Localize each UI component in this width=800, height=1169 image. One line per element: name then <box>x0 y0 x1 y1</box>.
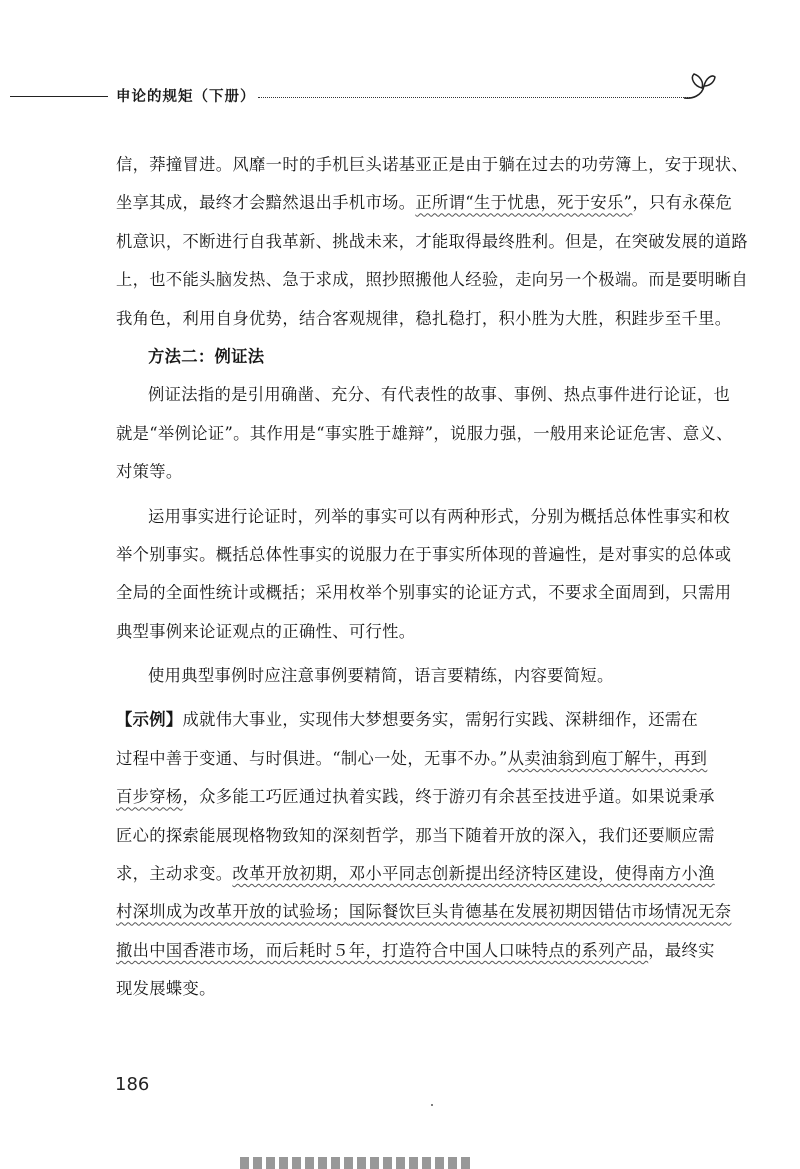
method-heading: 方法二：例证法 <box>148 346 265 366</box>
leaf-sprout-icon <box>682 72 716 100</box>
text-line: 机意识，不断进行自我革新、挑战未来，才能取得最终胜利。但是，在突破发展的道路 <box>116 231 748 251</box>
page-body <box>116 146 748 1009</box>
scan-smudge <box>240 1157 470 1169</box>
text-line: 使用典型事例时应注意事例要精简，语言要精练，内容要简短。 <box>148 666 614 686</box>
text-line: 求，主动求变。改革开放初期，邓小平同志创新提出经济特区建设，使得南方小渔 <box>116 864 715 884</box>
book-title: 申论的规矩（下册） <box>116 89 256 105</box>
text-line: 我角色，利用自身优势，结合客观规律，稳扎稳打，积小胜为大胜，积跬步至千里。 <box>116 308 732 328</box>
page-number: 186 <box>115 1074 150 1095</box>
text-line: 上，也不能头脑发热、急于求成，照抄照搬他人经验，走向另一个极端。而是要明晰自 <box>116 270 748 290</box>
text-line: 典型事例来论证观点的正确性、可行性。 <box>116 621 416 641</box>
example-tag: 【示例】 <box>116 710 183 730</box>
text-line: 过程中善于变通、与时俱进。“制心一处，无事不办。”从卖油翁到庖丁解牛，再到 <box>116 748 708 768</box>
header-rule-left <box>10 96 108 97</box>
text-line: 全局的全面性统计或概括；采用枚举个别事实的论证方式，不要求全面周到，只需用 <box>116 583 732 603</box>
text-line: 举个别事实。概括总体性事实的说服力在于事实所体现的普遍性，是对事实的总体或 <box>116 544 732 564</box>
running-header <box>0 72 800 112</box>
text-line <box>116 893 732 931</box>
text-line: 撤出中国香港市场，而后耗时５年，打造符合中国人口味特点的系列产品，最终实 <box>116 940 715 960</box>
text-line: 【示例】成就伟大事业，实现伟大梦想要务实，需躬行实践、深耕细作，还需在 <box>116 710 699 730</box>
underlined-phrase: 改革开放初期，邓小平同志创新提出经济特区建设，使得南方小渔 <box>232 864 715 884</box>
scan-speck <box>431 1104 433 1106</box>
underlined-phrase: 从卖油翁到庖丁解牛，再到 <box>507 748 708 768</box>
header-rule-right <box>258 97 690 98</box>
text-line: 信，莽撞冒进。风靡一时的手机巨头诺基亚正是由于躺在过去的功劳簿上，安于现状、 <box>116 155 748 174</box>
underlined-phrase: 村深圳成为改革开放的试验场； <box>116 902 349 922</box>
underlined-phrase: 国际餐饮巨头肯德基在发展初期因错估市场情况无奈 <box>348 902 732 922</box>
text-line: 对策等。 <box>116 462 183 482</box>
text-line: 坐享其成，最终才会黯然退出手机市场。正所谓“生于忧患，死于安乐”，只有永葆危 <box>116 193 733 213</box>
text-line: 现发展蝶变。 <box>116 979 216 999</box>
text-line: 就是“举例论证”。其作用是“事实胜于雄辩”，说服力强，一般用来论证危害、意义、 <box>116 423 733 443</box>
text-line: 例证法指的是引用确凿、充分、有代表性的故事、事例、热点事件进行论证，也 <box>148 385 731 405</box>
underlined-phrase: 撤出中国香港市场，而后耗时５年，打造符合中国人口味特点的系列产品 <box>116 940 649 960</box>
text-line: 运用事实进行论证时，列举的事实可以有两种形式，分别为概括总体性事实和枚 <box>148 506 731 526</box>
text-line: 匠心的探索能展现格物致知的深刻哲学，那当下随着开放的深入，我们还要顺应需 <box>116 825 715 845</box>
text-line: 百步穿杨，众多能工巧匠通过执着实践，终于游刃有余甚至技进乎道。如果说秉承 <box>116 787 715 807</box>
underlined-quote: 正所谓“生于忧患，死于安乐” <box>415 193 633 213</box>
underlined-phrase: 百步穿杨 <box>116 787 183 807</box>
